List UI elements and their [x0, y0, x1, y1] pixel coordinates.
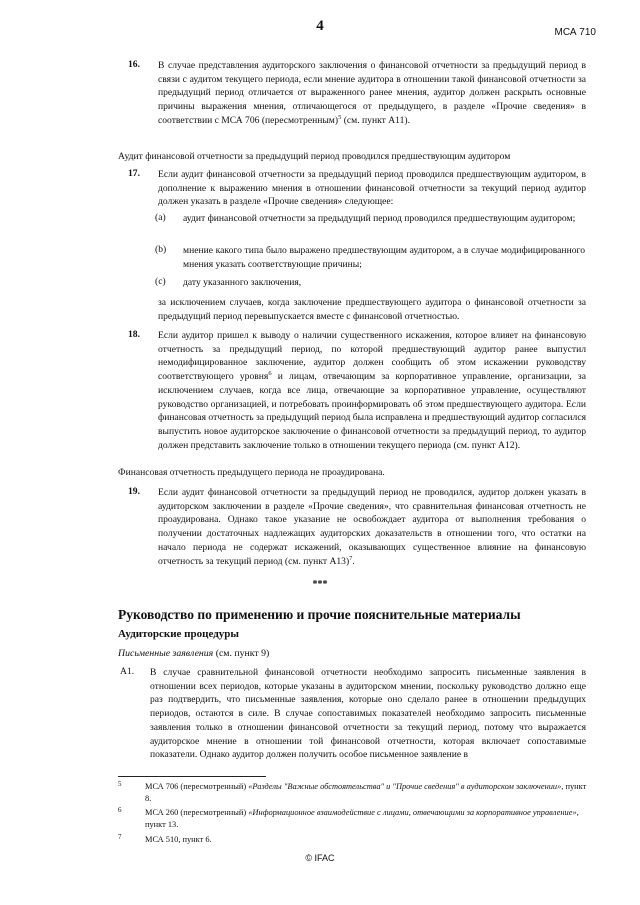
paragraph-16: В случае представления аудиторского заключения о финансовой отчетности за предыдущий период в связи с аудитом текущего периода, если мнение аудитора в отношении такой финансовой отчетности за предыдущий период отличается от выраженного ранее мнения, аудитор должен раскрыть основные причины выражения мнения, отличающегося от предыдущего, в разделе «Прочие сведения» в соответствии с МСА 706 (пересмотренным)$^5$ (см. пункт A11). — [158, 60, 586, 126]
heading-guidance: Руководство по применению и прочие пояснительные материалы — [118, 607, 521, 622]
standard-id: МСА 710 — [554, 27, 596, 38]
list-letter: (c) — [155, 276, 166, 287]
list-item: дату указанного заключения, — [183, 277, 302, 288]
list-item: мнение какого типа было выражено предшествующим аудитором, а в случае модифицированного мнения указать соответствующие причины; — [183, 245, 585, 270]
footnote-rule — [118, 776, 266, 777]
footnote-number: 5 — [118, 780, 122, 788]
footnote-ref: 5 — [338, 113, 342, 121]
paragraph-19: Если аудит финансовой отчетности за предыдущий период не проводился, аудитор должен указать в аудиторском заключении в разделе «Прочие сведения», что сравнительная финансовая отчетность не проаудирована. Однако такое указание не освобождает аудитора от выполнения требования о получении достаточных надлежащих аудиторских доказательств в отношении того, что остатки на начало периода не содержат искажений, оказывающих существенное влияние на финансовую отчетность за текущий период (см. пункт A13)$^7$. — [158, 487, 586, 567]
subheading-prior-auditor: Аудит финансовой отчетности за предыдущий период проводился предшествующим аудитором — [118, 151, 511, 162]
paragraph-18: Если аудитор пришел к выводу о наличии существенного искажения, которое влияет на финансовую отчетность за предыдущий период, по которой предшествующий аудитор ранее выпустил немодифицированное заключение, аудитор должен сообщить об этом искажении руководству соответствующего уровня$^6$ и лицам, отвечающим за корпоративное управление, организации, за исключением случаев, когда все лица, отвечающие за корпоративное управление, осуществляют руководство организацией, и потребовать проинформировать об этом предшествующего аудитора. Если финансовая отчетность за предыдущий период была исправлена и предшествующий аудитор согласился выпустить новое аудиторское заключение о финансовой отчетности за предыдущий период, то аудитор должен представить заключение только в отношении текущего периода (см. пункт A12). — [158, 330, 586, 451]
paragraph-a1: В случае сравнительной финансовой отчетности необходимо запросить письменные заявления в отношении всех периодов, которые указаны в аудиторском мнении, поскольку руководство должно еще раз подтвердить, что письменные заявления, которые оно сделало ранее в отношении предыдущих периодов, остаются в силе. В случае сопоставимых показателей необходимо запросить письменные заявления только в отношении финансовой отчетности за текущий период, потому что выражается аудиторское мнение в отношении той финансовой отчетности, которая включает сопоставимые показатели. Однако аудитор должен получить особое письменное заявление в — [150, 667, 586, 761]
paragraph-number: A1. — [120, 666, 135, 677]
list-letter: (a) — [155, 212, 166, 223]
heading-written-representations: Письменные заявления (см. пункт 9) — [118, 648, 270, 659]
section-separator: *** — [312, 579, 328, 590]
list-letter: (b) — [155, 244, 167, 255]
paragraph-number: 17. — [128, 168, 140, 179]
paragraph-17-intro: Если аудит финансовой отчетности за предыдущий период проводился предшествующим аудитором, в дополнение к выражению мнения в отношении финансовой отчетности за текущий период аудитор должен указать в разделе «Прочие сведения» следующее: — [158, 169, 586, 208]
paragraph-17-outro: за исключением случаев, когда заключение предшествующего аудитора о финансовой отчетности за предыдущий период перевыпускается вместе с финансовой отчетностью. — [158, 297, 586, 322]
footnote-7: МСА 510, пункт 6. — [145, 835, 212, 844]
footer-copyright: © IFAC — [305, 853, 335, 863]
paragraph-number: 18. — [128, 329, 140, 340]
heading-audit-procedures: Аудиторские процедуры — [118, 628, 239, 640]
footnote-6: МСА 260 (пересмотренный) «Информационное взаимодействие с лицами, отвечающими за корпоративное управление», пункт 13. — [145, 808, 579, 829]
footnote-ref: 7 — [349, 554, 353, 562]
paragraph-number: 19. — [128, 486, 140, 497]
footnote-ref: 6 — [268, 369, 272, 377]
list-item: аудит финансовой отчетности за предыдущий период проводился предшествующим аудитором; — [183, 213, 576, 224]
footnote-number: 7 — [118, 833, 122, 841]
page-number: 4 — [316, 18, 324, 34]
footnote-number: 6 — [118, 806, 122, 814]
footnote-5: МСА 706 (пересмотренный) «Разделы "Важные обстоятельства" и "Прочие сведения" в аудиторском заключении», пункт 8. — [145, 782, 587, 803]
subheading-unaudited: Финансовая отчетность предыдущего периода не проаудирована. — [118, 467, 385, 478]
paragraph-number: 16. — [128, 59, 140, 70]
